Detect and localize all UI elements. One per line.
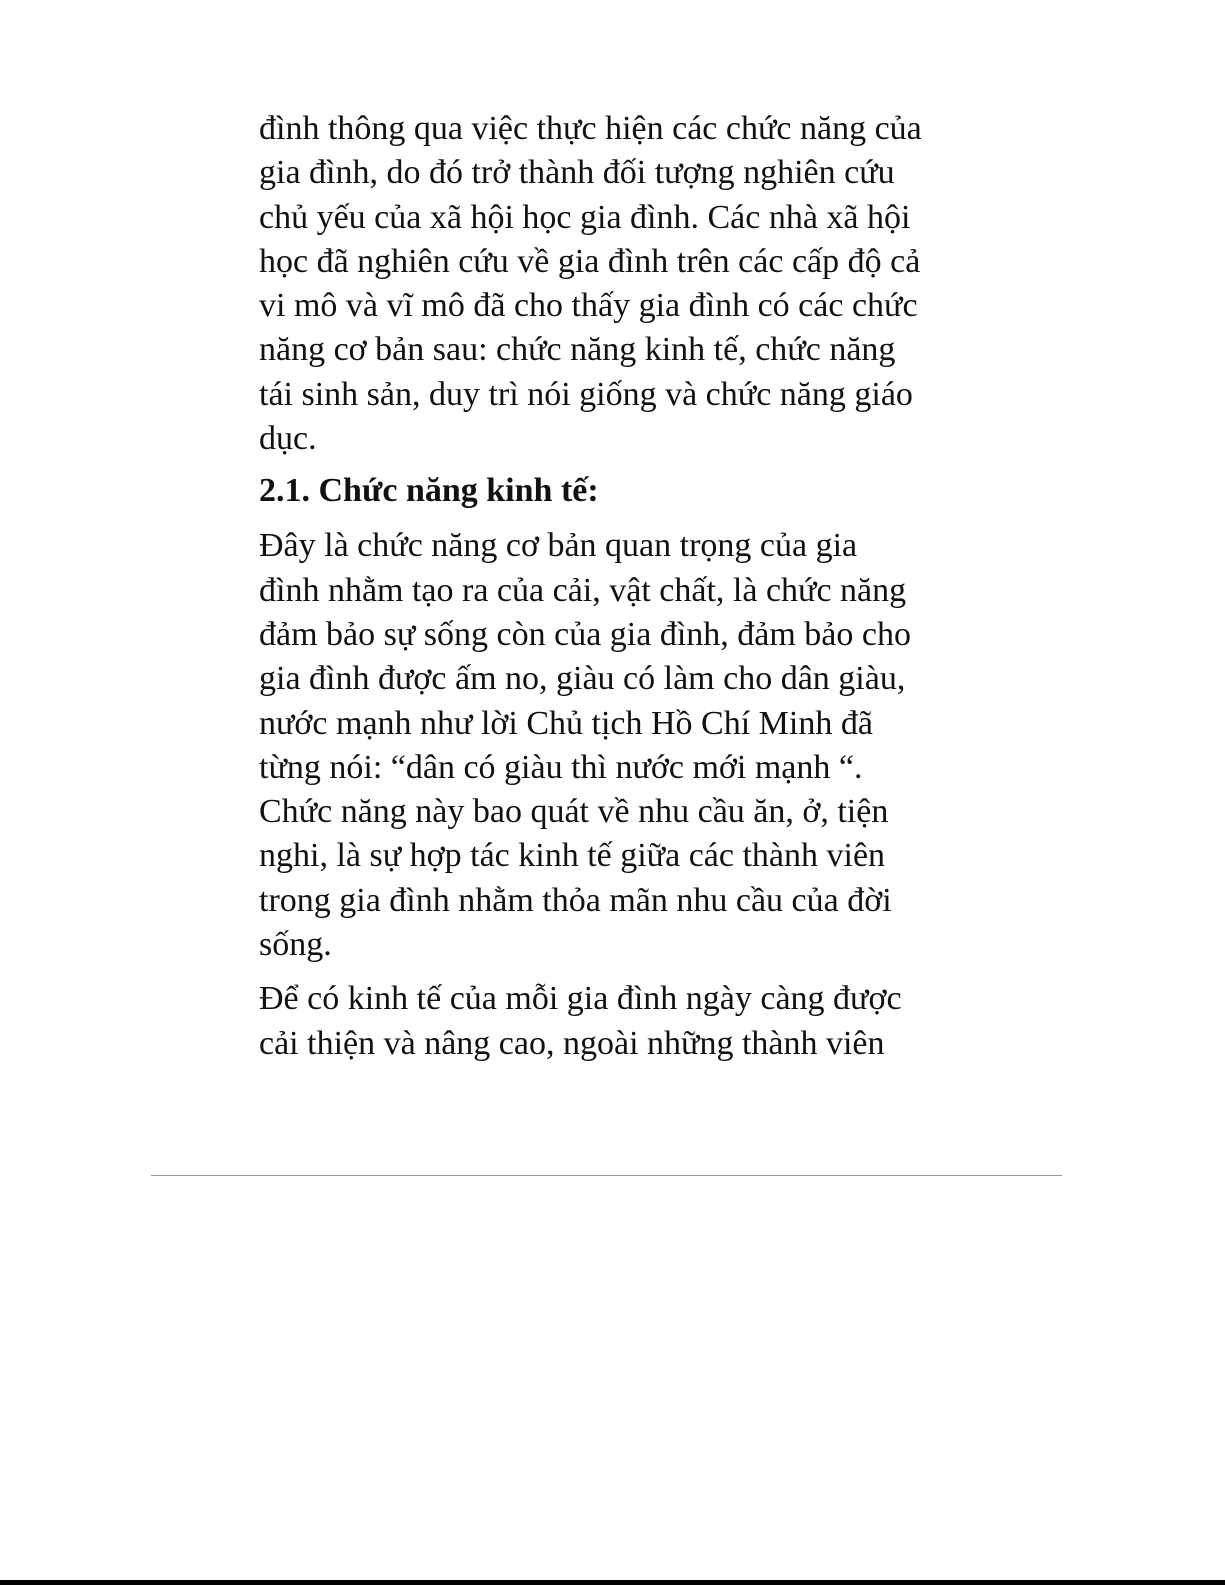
text-line: nước mạnh như lời Chủ tịch Hồ Chí Minh đã (259, 704, 873, 742)
text-line: nghi, là sự hợp tác kinh tế giữa các thành viên (259, 837, 886, 875)
text-line: đình nhằm tạo ra của cải, vật chất, là chức năng (259, 571, 907, 609)
text-line: dục. (259, 420, 317, 458)
text-line: cải thiện và nâng cao, ngoài những thành viên (259, 1024, 885, 1062)
text-line: đình thông qua việc thực hiện các chức năng của (259, 110, 922, 147)
paragraph-2 (259, 524, 979, 967)
text-line: vi mô và vĩ mô đã cho thấy gia đình có các chức (259, 287, 918, 325)
text-line: đảm bảo sự sống còn của gia đình, đảm bảo cho (259, 615, 911, 653)
page-divider (151, 1175, 1062, 1176)
paragraph-3 (259, 977, 979, 1066)
section-heading: 2.1. Chức năng kinh tế: (259, 472, 599, 510)
text-line: Để có kinh tế của mỗi gia đình ngày càng được (259, 980, 902, 1018)
text-line: tái sinh sản, duy trì nói giống và chức năng giáo (259, 375, 913, 413)
document-body (259, 107, 979, 1066)
text-line: học đã nghiên cứu về gia đình trên các cấp độ cả (259, 242, 921, 280)
text-line: từng nói: “dân có giàu thì nước mới mạnh “. (259, 748, 863, 786)
text-line: sống. (259, 926, 332, 964)
text-line: Đây là chức năng cơ bản quan trọng của gia (259, 527, 858, 565)
text-line: Chức năng này bao quát về nhu cầu ăn, ở, tiện (259, 793, 889, 831)
text-line: trong gia đình nhằm thỏa mãn nhu cầu của đời (259, 881, 892, 919)
text-line: gia đình được ấm no, giàu có làm cho dân giàu, (259, 660, 906, 698)
text-line: gia đình, do đó trở thành đối tượng nghiên cứu (259, 154, 895, 192)
paragraph-1 (259, 107, 979, 461)
page-bottom-edge (0, 1580, 1225, 1585)
text-line: chủ yếu của xã hội học gia đình. Các nhà xã hội (259, 198, 911, 236)
text-line: năng cơ bản sau: chức năng kinh tế, chức năng (259, 331, 896, 369)
